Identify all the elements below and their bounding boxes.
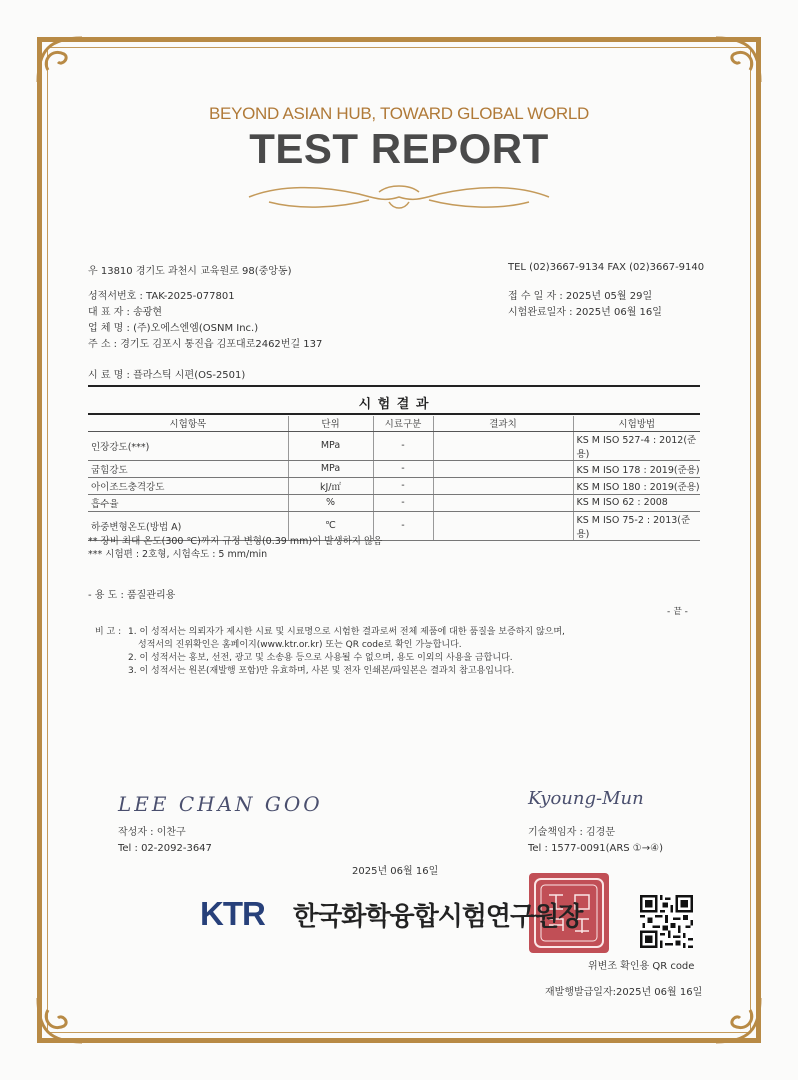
remark-line-1: 1. 이 성적서는 의뢰자가 제시한 시료 및 시료명으로 시험한 결과로써 전체 제품에 대한 품질을 보증하지 않으며, <box>128 627 565 637</box>
table-row <box>88 477 700 494</box>
col-test-item: 시험항목 <box>88 416 288 431</box>
sample-name: 플라스틱 시편(OS-2501) <box>133 370 246 381</box>
col-method: 시험방법 <box>573 416 700 431</box>
remark-line-2: 2. 이 성적서는 홍보, 선전, 광고 및 소송용 등으로 사용될 수 없으며, 용도 이외의 사용을 금합니다. <box>128 653 513 663</box>
cell-unit: MPa <box>288 431 373 460</box>
ceo-label: 대 표 자 : <box>88 307 134 318</box>
qr-caption: 위변조 확인용 QR code <box>588 961 695 972</box>
company-row <box>88 319 258 334</box>
usage-label: - 용 도 : <box>88 590 128 601</box>
remarks-label: 비 고 : <box>95 627 122 637</box>
received-date-row <box>508 287 652 302</box>
writer-tel: Tel : 02-2092-3647 <box>118 843 212 854</box>
corner-ornament-top-right <box>708 30 768 90</box>
corner-ornament-top-left <box>30 30 90 90</box>
usage-value: 품질관리용 <box>127 590 176 601</box>
qr-code-icon[interactable] <box>640 895 693 948</box>
page-title: TEST REPORT <box>249 125 549 172</box>
cell-method: KS M ISO 62 : 2008 <box>573 494 700 511</box>
cell-test-item: 굽힘강도 <box>88 460 288 477</box>
cell-test-item: 흡수율 <box>88 494 288 511</box>
results-note-1: ** 장비 최대 온도(300 ℃)까지 규정 변형(0.39 mm)이 발생하지 않음 <box>88 536 383 547</box>
tech-manager-signature: Kyoung-Mun <box>528 788 644 809</box>
col-sample-type: 시료구분 <box>373 416 433 431</box>
cell-result <box>433 477 573 494</box>
tech-manager-tel: Tel : 1577-0091(ARS ①→④) <box>528 843 663 854</box>
results-title: 시 험 결 과 <box>358 397 430 412</box>
cell-test-item: 아이조드충격강도 <box>88 477 288 494</box>
remark-line-1b: 성적서의 진위확인은 홈페이지(www.ktr.or.kr) 또는 QR code로 확인 가능합니다. <box>138 640 462 650</box>
results-note-2: *** 시험편 : 2호형, 시험속도 : 5 mm/min <box>88 549 268 560</box>
cell-test-item: 하중변형온도(방법 A) <box>88 511 288 540</box>
cell-test-item: 인장강도(***) <box>88 431 288 460</box>
received-date-label: 접 수 일 자 : <box>508 291 566 302</box>
cell-sample-type: - <box>373 494 433 511</box>
completed-date-label: 시험완료일자 : <box>508 307 576 318</box>
results-header-row <box>88 416 700 431</box>
cell-result <box>433 494 573 511</box>
table-row <box>88 494 700 511</box>
report-number: TAK-2025-077801 <box>146 291 235 302</box>
results-title-rule <box>88 413 700 415</box>
title-ornament <box>239 180 559 214</box>
sample-row <box>88 366 245 381</box>
col-unit: 단위 <box>288 416 373 431</box>
received-date: 2025년 05월 29일 <box>565 291 653 302</box>
issuer-address: 우 13810 경기도 과천시 교육원로 98(중앙동) <box>88 266 292 277</box>
results-table <box>88 416 700 541</box>
corner-ornament-bottom-right <box>708 990 768 1050</box>
tagline: BEYOND ASIAN HUB, TOWARD GLOBAL WORLD <box>209 104 589 123</box>
cell-method: KS M ISO 527-4 : 2012(준용) <box>573 431 700 460</box>
cell-result <box>433 431 573 460</box>
cell-method: KS M ISO 178 : 2019(준용) <box>573 460 700 477</box>
cell-result <box>433 460 573 477</box>
writer-signature: LEE CHAN GOO <box>118 792 323 816</box>
col-result: 결과치 <box>433 416 573 431</box>
writer-label: 작성자 : 이찬구 <box>118 827 186 838</box>
cell-method: KS M ISO 180 : 2019(준용) <box>573 477 700 494</box>
table-row <box>88 431 700 460</box>
issue-date: 2025년 06월 16일 <box>352 866 439 877</box>
ktr-logo: KTR <box>200 895 265 932</box>
institute-name: 한국화학융합시험연구원장 <box>293 902 583 932</box>
cell-unit: % <box>288 494 373 511</box>
report-number-row <box>88 287 235 302</box>
ceo-row <box>88 303 162 318</box>
sample-label: 시 료 명 : <box>88 370 134 381</box>
cell-sample-type: - <box>373 511 433 540</box>
company-address-row <box>88 335 322 350</box>
ceo-name: 송광현 <box>133 307 163 318</box>
reissue-date: 재발행발급일자:2025년 06월 16일 <box>545 987 703 998</box>
results-top-rule <box>88 385 700 387</box>
company-name: (주)오에스엔엠(OSNM Inc.) <box>133 323 259 334</box>
cell-unit: ℃ <box>288 511 373 540</box>
cell-method: KS M ISO 75-2 : 2013(준용) <box>573 511 700 540</box>
cell-result <box>433 511 573 540</box>
cell-unit: kJ/㎡ <box>288 477 373 494</box>
completed-date-row <box>508 303 662 318</box>
end-mark: - 끝 - <box>667 607 688 617</box>
corner-ornament-bottom-left <box>30 990 90 1050</box>
company-label: 업 체 명 : <box>88 323 134 334</box>
company-address: 경기도 김포시 통진읍 김포대로2462번길 137 <box>120 339 323 350</box>
cell-sample-type: - <box>373 477 433 494</box>
cell-sample-type: - <box>373 460 433 477</box>
cell-sample-type: - <box>373 431 433 460</box>
issuer-tel-fax: TEL (02)3667-9134 FAX (02)3667-9140 <box>508 262 705 273</box>
remark-line-3: 3. 이 성적서는 원본(재발행 포함)만 유효하며, 사본 및 전자 인쇄본/파일본은 결과치 참고용입니다. <box>128 666 515 676</box>
cell-unit: MPa <box>288 460 373 477</box>
tech-manager-label: 기술책임자 : 김경문 <box>528 827 616 838</box>
table-row <box>88 460 700 477</box>
report-number-label: 성적서번호 : <box>88 291 147 302</box>
usage-row <box>88 586 175 601</box>
company-address-label: 주 소 : <box>88 339 121 350</box>
completed-date: 2025년 06월 16일 <box>575 307 662 318</box>
